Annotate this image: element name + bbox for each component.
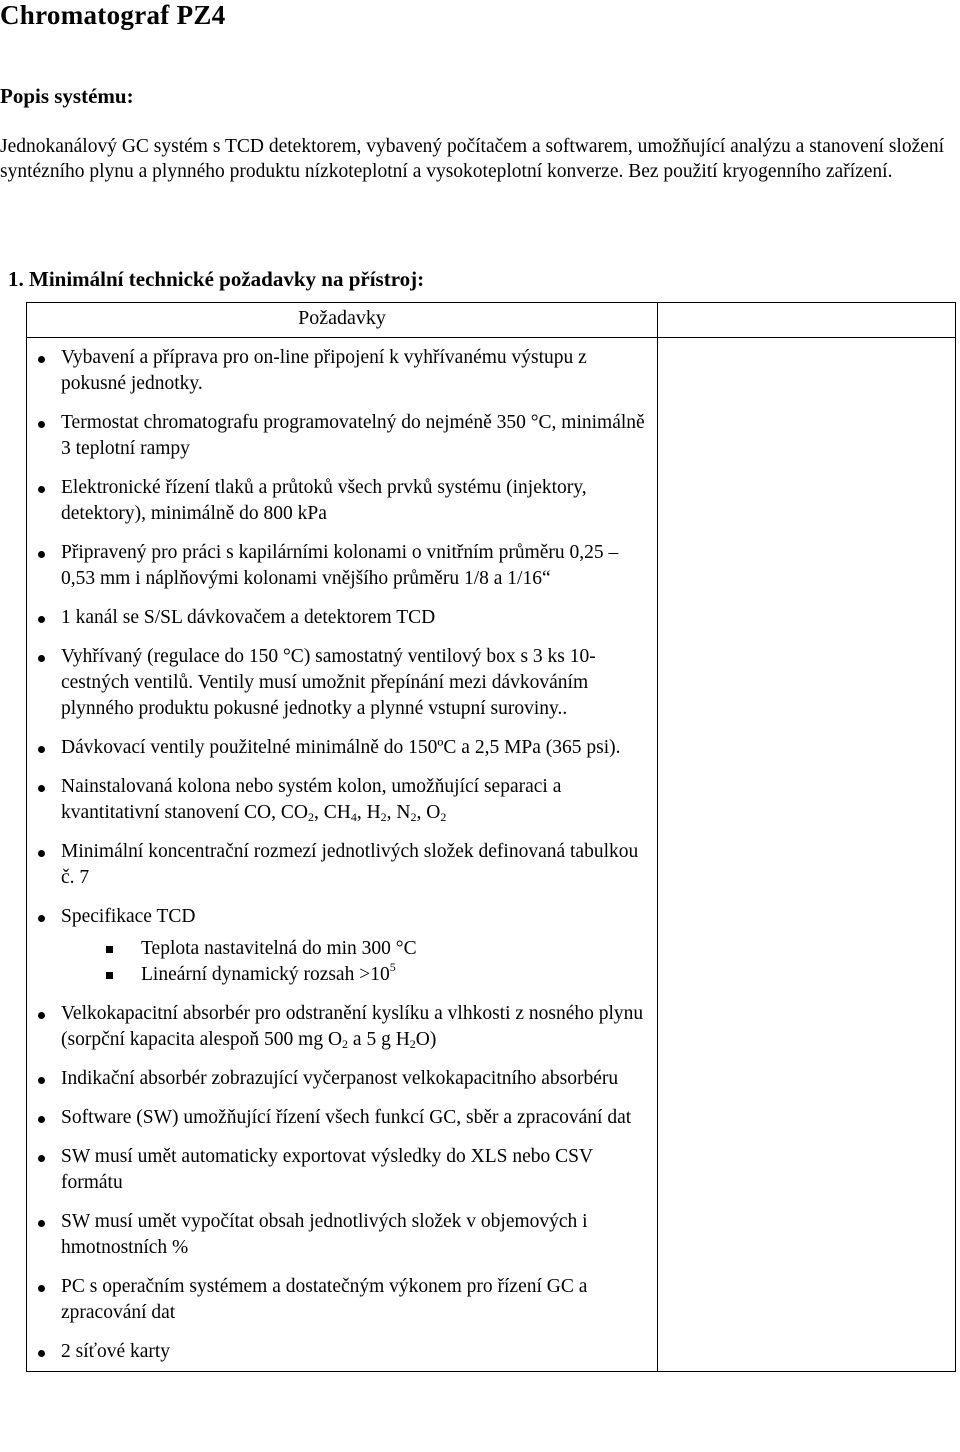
bullet-icon — [38, 785, 45, 792]
list-item — [27, 1098, 657, 1137]
item-text: Připravený pro práci s kapilárními kolonami o vnitřním průměru 0,25 – 0,53 mm i náplňovými kolonami vnějšího průměru 1/8 a 1/16“ — [61, 542, 619, 589]
square-bullet-icon — [106, 972, 113, 979]
intro-paragraph: Jednokanálový GC systém s TCD detektorem, vybavený počítačem a softwarem, umožňující analýzu a stanovení složení syntézního plynu a plynného produktu nízkoteplotní a vysokoteplotní konverze. Bez použití kryogenního zařízení. — [0, 136, 945, 182]
list-item — [27, 468, 657, 533]
requirements-heading: 1. Minimální technické požadavky na přístroj: — [8, 267, 425, 291]
item-text: Nainstalovaná kolona nebo systém kolon, umožňující separaci a kvantitativní stanovení CO, $CO_2$, $CH_4$, $H_2$, $N_2$, $O_2$ — [61, 776, 562, 824]
list-item — [27, 1202, 657, 1267]
item-text: PC s operačním systémem a dostatečným výkonem pro řízení GC a zpracování dat — [61, 1276, 588, 1323]
list-item — [27, 338, 657, 403]
table-row — [27, 338, 956, 1372]
bullet-icon — [38, 1077, 45, 1084]
item-text: Dávkovací ventily použitelné minimálně do 150ºC a 2,5 MPa (365 psi). — [61, 737, 621, 758]
bullet-icon — [38, 1285, 45, 1292]
list-item — [27, 832, 657, 897]
document-title: Chromatograf PZ4 — [0, 0, 226, 30]
list-item — [27, 1059, 657, 1098]
bullet-icon — [38, 850, 45, 857]
bullet-icon — [38, 1116, 45, 1123]
bullet-icon — [38, 915, 45, 922]
bullet-icon — [38, 551, 45, 558]
item-text: Vybavení a příprava pro on-line připojení k vyhřívanému výstupu z pokusné jednotky. — [61, 347, 587, 394]
bullet-icon — [38, 421, 45, 428]
list-item — [27, 637, 657, 728]
sub-list-item — [61, 962, 645, 988]
item-text: Termostat chromatografu programovatelný do nejméně 350 °C, minimálně 3 teplotní rampy — [61, 412, 645, 459]
bullet-icon — [38, 1350, 45, 1357]
item-text: 1 kanál se S/SL dávkovačem a detektorem TCD — [61, 607, 436, 628]
item-text: SW musí umět automaticky exportovat výsledky do XLS nebo CSV formátu — [61, 1146, 593, 1193]
list-item — [27, 1267, 657, 1332]
bullet-icon — [38, 1155, 45, 1162]
item-text: Elektronické řízení tlaků a průtoků všech prvků systému (injektory, detektory), minimálně do 800 kPa — [61, 477, 587, 524]
item-text: Minimální koncentrační rozmezí jednotlivých složek definovaná tabulkou č. 7 — [61, 841, 639, 888]
list-item — [27, 728, 657, 767]
item-text: Specifikace TCD — [61, 906, 196, 927]
list-item — [27, 533, 657, 598]
sub-item-text: Lineární dynamický rozsah $>10^5$ — [141, 960, 396, 985]
item-text: Software (SW) umožňující řízení všech funkcí GC, sběr a zpracování dat — [61, 1107, 632, 1128]
list-item — [27, 1332, 657, 1371]
item-text: 2 síťové karty — [61, 1341, 171, 1362]
header-cell: Požadavky — [27, 303, 658, 338]
bullet-icon — [38, 616, 45, 623]
list-item — [27, 994, 657, 1059]
bullet-icon — [38, 1220, 45, 1227]
table-header-row — [27, 303, 956, 338]
list-item — [27, 1137, 657, 1202]
bullet-icon — [38, 1012, 45, 1019]
header-empty-cell — [658, 303, 956, 338]
bullet-icon — [38, 486, 45, 493]
bullet-icon — [38, 356, 45, 363]
sub-list — [61, 936, 645, 988]
square-bullet-icon — [106, 946, 113, 953]
empty-column-cell — [658, 338, 956, 1372]
list-item — [27, 403, 657, 468]
requirements-table — [26, 302, 956, 1372]
item-text: Velkokapacitní absorbér pro odstranění kyslíku a vlhkosti z nosného plynu (sorpční kapacita alespoň 500 mg $O_2$ a 5 g $H_2O$) — [61, 1003, 644, 1051]
list-item — [27, 767, 657, 832]
list-item — [27, 598, 657, 637]
item-text: SW musí umět vypočítat obsah jednotlivých složek v objemových i hmotnostních % — [61, 1211, 588, 1258]
item-text: Indikační absorbér zobrazující vyčerpanost velkokapacitního absorbéru — [61, 1068, 619, 1089]
sub-list-item — [61, 936, 645, 962]
section-label: Popis systému: — [0, 84, 134, 108]
requirements-cell — [27, 338, 658, 1372]
sub-item-text: Teplota nastavitelná do min 300 °C — [141, 938, 417, 959]
bullet-icon — [38, 746, 45, 753]
item-text: Vyhřívaný (regulace do 150 °C) samostatný ventilový box s 3 ks 10-cestných ventilů. Ventily musí umožnit přepínání mezi dávkováním plynného produktu pokusné jednotky a plynné vstupní suroviny.. — [61, 646, 596, 719]
bullet-icon — [38, 655, 45, 662]
list-item — [27, 897, 657, 994]
